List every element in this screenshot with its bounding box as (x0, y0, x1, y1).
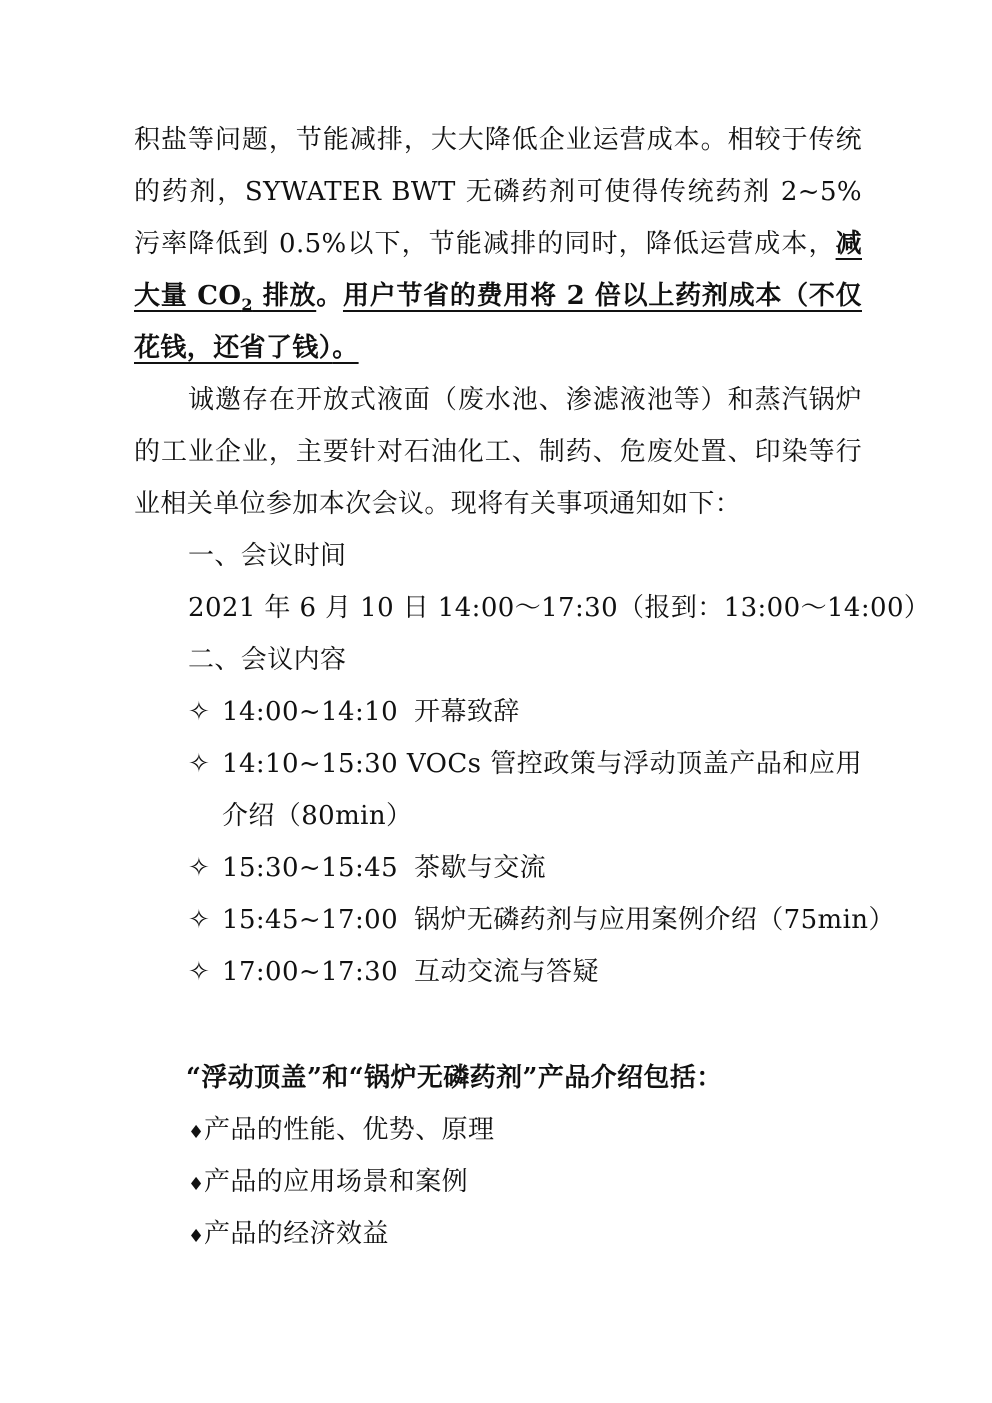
section-content-heading (188, 634, 862, 686)
sparkle-bullet-icon: ✧ (188, 957, 211, 987)
agenda-text: VOCs 管控政策与浮动顶盖产品和应用 (406, 749, 862, 779)
section-time-heading-text: 一、会议时间 (188, 541, 347, 571)
product-feature-text: 产品的经济效益 (204, 1219, 389, 1249)
intro-co2-text: 大量 CO (134, 281, 242, 311)
product-feature-item (188, 1156, 862, 1208)
invite-line-1 (188, 374, 862, 426)
invite-text-2: 的工业企业，主要针对石油化工、制药、危废处置、印染等行 (134, 437, 862, 467)
intro-period: 。 (316, 281, 343, 311)
intro-text-1: 积盐等问题，节能减排，大大降低企业运营成本。相较于传统 (134, 125, 862, 155)
meeting-time-value (188, 582, 931, 634)
product-feature-item (188, 1104, 862, 1156)
invite-text-1: 诚邀存在开放式液面（废水池、渗滤液池等）和蒸汽锅炉 (188, 385, 862, 415)
agenda-time: 15:30~15:45 (222, 853, 399, 883)
invite-line-2 (134, 426, 862, 478)
diamond-bullet-icon: ♦ (188, 1174, 205, 1195)
invite-line-3 (134, 478, 862, 530)
agenda-time: 14:00~14:10 (222, 697, 399, 727)
agenda-text: 互动交流与答疑 (414, 957, 599, 987)
sparkle-bullet-icon: ✧ (188, 697, 211, 727)
agenda-item-continuation (222, 790, 862, 842)
agenda-item (188, 894, 895, 946)
product-feature-text: 产品的性能、优势、原理 (204, 1115, 495, 1145)
product-feature-text: 产品的应用场景和案例 (204, 1167, 469, 1197)
section-time-heading (188, 530, 862, 582)
agenda-item (188, 842, 862, 894)
sparkle-bullet-icon: ✧ (188, 853, 211, 883)
meeting-time-text: 2021 年 6 月 10 日 14:00～17:30（报到：13:00～14:00） (188, 593, 931, 623)
intro-savings-end (134, 333, 359, 363)
sparkle-bullet-icon: ✧ (188, 749, 211, 779)
agenda-text: 茶歇与交流 (414, 853, 547, 883)
invite-text-3: 业相关单位参加本次会议。现将有关事项通知如下： (134, 489, 742, 519)
intro-savings-end-text: 花钱，还省了钱） (134, 333, 333, 363)
sparkle-bullet-icon: ✧ (188, 905, 211, 935)
agenda-text: 开幕致辞 (414, 697, 520, 727)
intro-savings-text: 用户节省的费用将 2 倍以上药剂成本（不仅 (342, 281, 862, 311)
diamond-bullet-icon: ♦ (188, 1226, 205, 1247)
intro-line-2 (134, 166, 862, 218)
products-heading (186, 1052, 862, 1104)
agenda-time: 15:45~17:00 (222, 905, 399, 935)
intro-line-5 (134, 322, 862, 374)
agenda-item (188, 738, 862, 790)
agenda-text-continuation: 介绍（80min） (222, 801, 413, 831)
agenda-text: 锅炉无磷药剂与应用案例介绍（75min） (414, 905, 895, 935)
agenda-time: 14:10~15:30 (222, 749, 399, 779)
intro-co2-subscript: 2 (241, 295, 253, 315)
intro-line-1 (134, 114, 862, 166)
intro-emission-text: 排放 (252, 281, 317, 311)
agenda-item (188, 946, 862, 998)
intro-savings-end-period: 。 (332, 333, 359, 363)
intro-line-3 (134, 218, 862, 270)
intro-text-3: 污率降低到 0.5%以下，节能减排的同时，降低运营成本， (134, 229, 836, 259)
products-heading-text: “浮动顶盖”和“锅炉无磷药剂”产品介绍包括： (186, 1063, 723, 1093)
agenda-time: 17:00~17:30 (222, 957, 399, 987)
intro-co2-phrase (134, 281, 317, 315)
section-content-heading-text: 二、会议内容 (188, 645, 347, 675)
intro-bold-reduce: 减 (835, 229, 862, 259)
intro-text-2: 的药剂，SYWATER BWT 无磷药剂可使得传统药剂 2~5% (134, 177, 862, 207)
intro-line-4 (134, 270, 862, 322)
agenda-item (188, 686, 862, 738)
diamond-bullet-icon: ♦ (188, 1122, 205, 1143)
product-feature-item (188, 1208, 862, 1260)
